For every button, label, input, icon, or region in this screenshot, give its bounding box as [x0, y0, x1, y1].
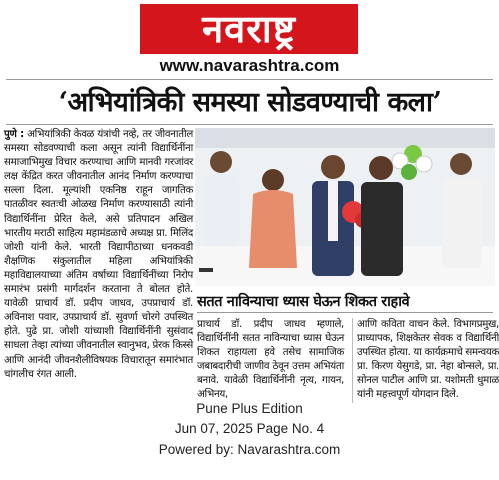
newspaper-logo: नवराष्ट्र — [140, 4, 358, 54]
article-left-column — [4, 128, 193, 382]
event-photo-illustration — [195, 128, 495, 286]
dateline: पुणे : — [4, 129, 24, 140]
photo-caption: सतत नाविन्याचा ध्यास घेऊन शिकत राहावे — [197, 294, 410, 310]
left-column-text: अभियांत्रिकी केवळ यंत्रांची नव्हे, तर जीवनातील समस्या सोडवण्याची कला असून त्यांनी विद्यार्थिनींना समाजाभिमुख विचार करण्याचा आणि मानवी गरजांवर लक्ष केंद्रित करत जीवनातील आनंद निर्माण करण्याचा सल्ला दिला. मूल्यांशी एकनिष्ठ राहून जागतिक पातळीवर स्वतःची ओळख निर्माण करण्यासाठी त्यांनी विद्यार्थिनींना प्रेरित केले, असे प्रतिपादन अखिल भारतीय मराठी साहित्य महामंडळाचे अध्यक्ष प्रा. मिलिंद जोशी यांनी केले. भारती विद्यापीठाच्या धनकवडी शैक्षणिक संकुलातील महिला अभियांत्रिकी महाविद्यालयाच्या अंतिम वर्षाच्या विद्यार्थिनींच्या निरोप समारंभ प्रसंगी मार्गदर्शन करताना ते बोलत होते. यावेळी प्राचार्य डॉ. प्रदीप जाधव, उपप्राचार्य डॉ. अविनाश पवार, उपप्राचार्य डॉ. सुवर्णा चोरगे उपस्थित होते. पुढे प्रा. जोशी यांच्याशी विद्यार्थिनींनी सुसंवाद साधला तेव्हा त्यांच्या जीवनातील स्वानुभव, प्रेरक किस्से आणि आनंदी जीवनशैलीविषयक विचारातून समारंभात चांगलीच रंगत आली. — [4, 129, 193, 380]
website-url[interactable]: www.navarashtra.com — [159, 56, 340, 75]
masthead — [0, 0, 499, 80]
divider — [6, 124, 493, 125]
event-photo — [195, 128, 495, 286]
article-right-column: आणि कविता वाचन केले. विभागप्रमुख, प्राध्यापक, शिक्षकेतर सेवक व विद्यार्थिनी उपस्थित होत्या. या कार्यक्रमाचे समन्वयक प्रा. किरण येसुगडे, प्रा. नेहा बोन्सले, प्रा. सोनल पाटील आणि प्रा. यशोमती धुमाळ यांनी महत्त्वपूर्ण योगदान दिले. — [352, 318, 499, 403]
article-middle-column: प्राचार्य डॉ. प्रदीप जाधव म्हणाले, विद्यार्थिनींनी सतत नाविन्याचा ध्यास घेऊन शिकत राहायला हवे तसेच सामाजिक जबाबदारीची जाणीव ठेवून उत्तम अभियंता बनावे. यावेळी विद्यार्थिनींनी नृत्य, गायन, अभिनय, — [197, 319, 344, 401]
divider — [6, 79, 493, 80]
edition-label: Pune Plus Edition — [196, 401, 303, 416]
date-page-label: Jun 07, 2025 Page No. 4 — [174, 421, 325, 436]
powered-by-label: Powered by: Navarashtra.com — [158, 442, 341, 457]
divider — [197, 312, 493, 313]
article-headline: ‘अभियांत्रिकी समस्या सोडवण्याची कला’ — [58, 87, 442, 118]
